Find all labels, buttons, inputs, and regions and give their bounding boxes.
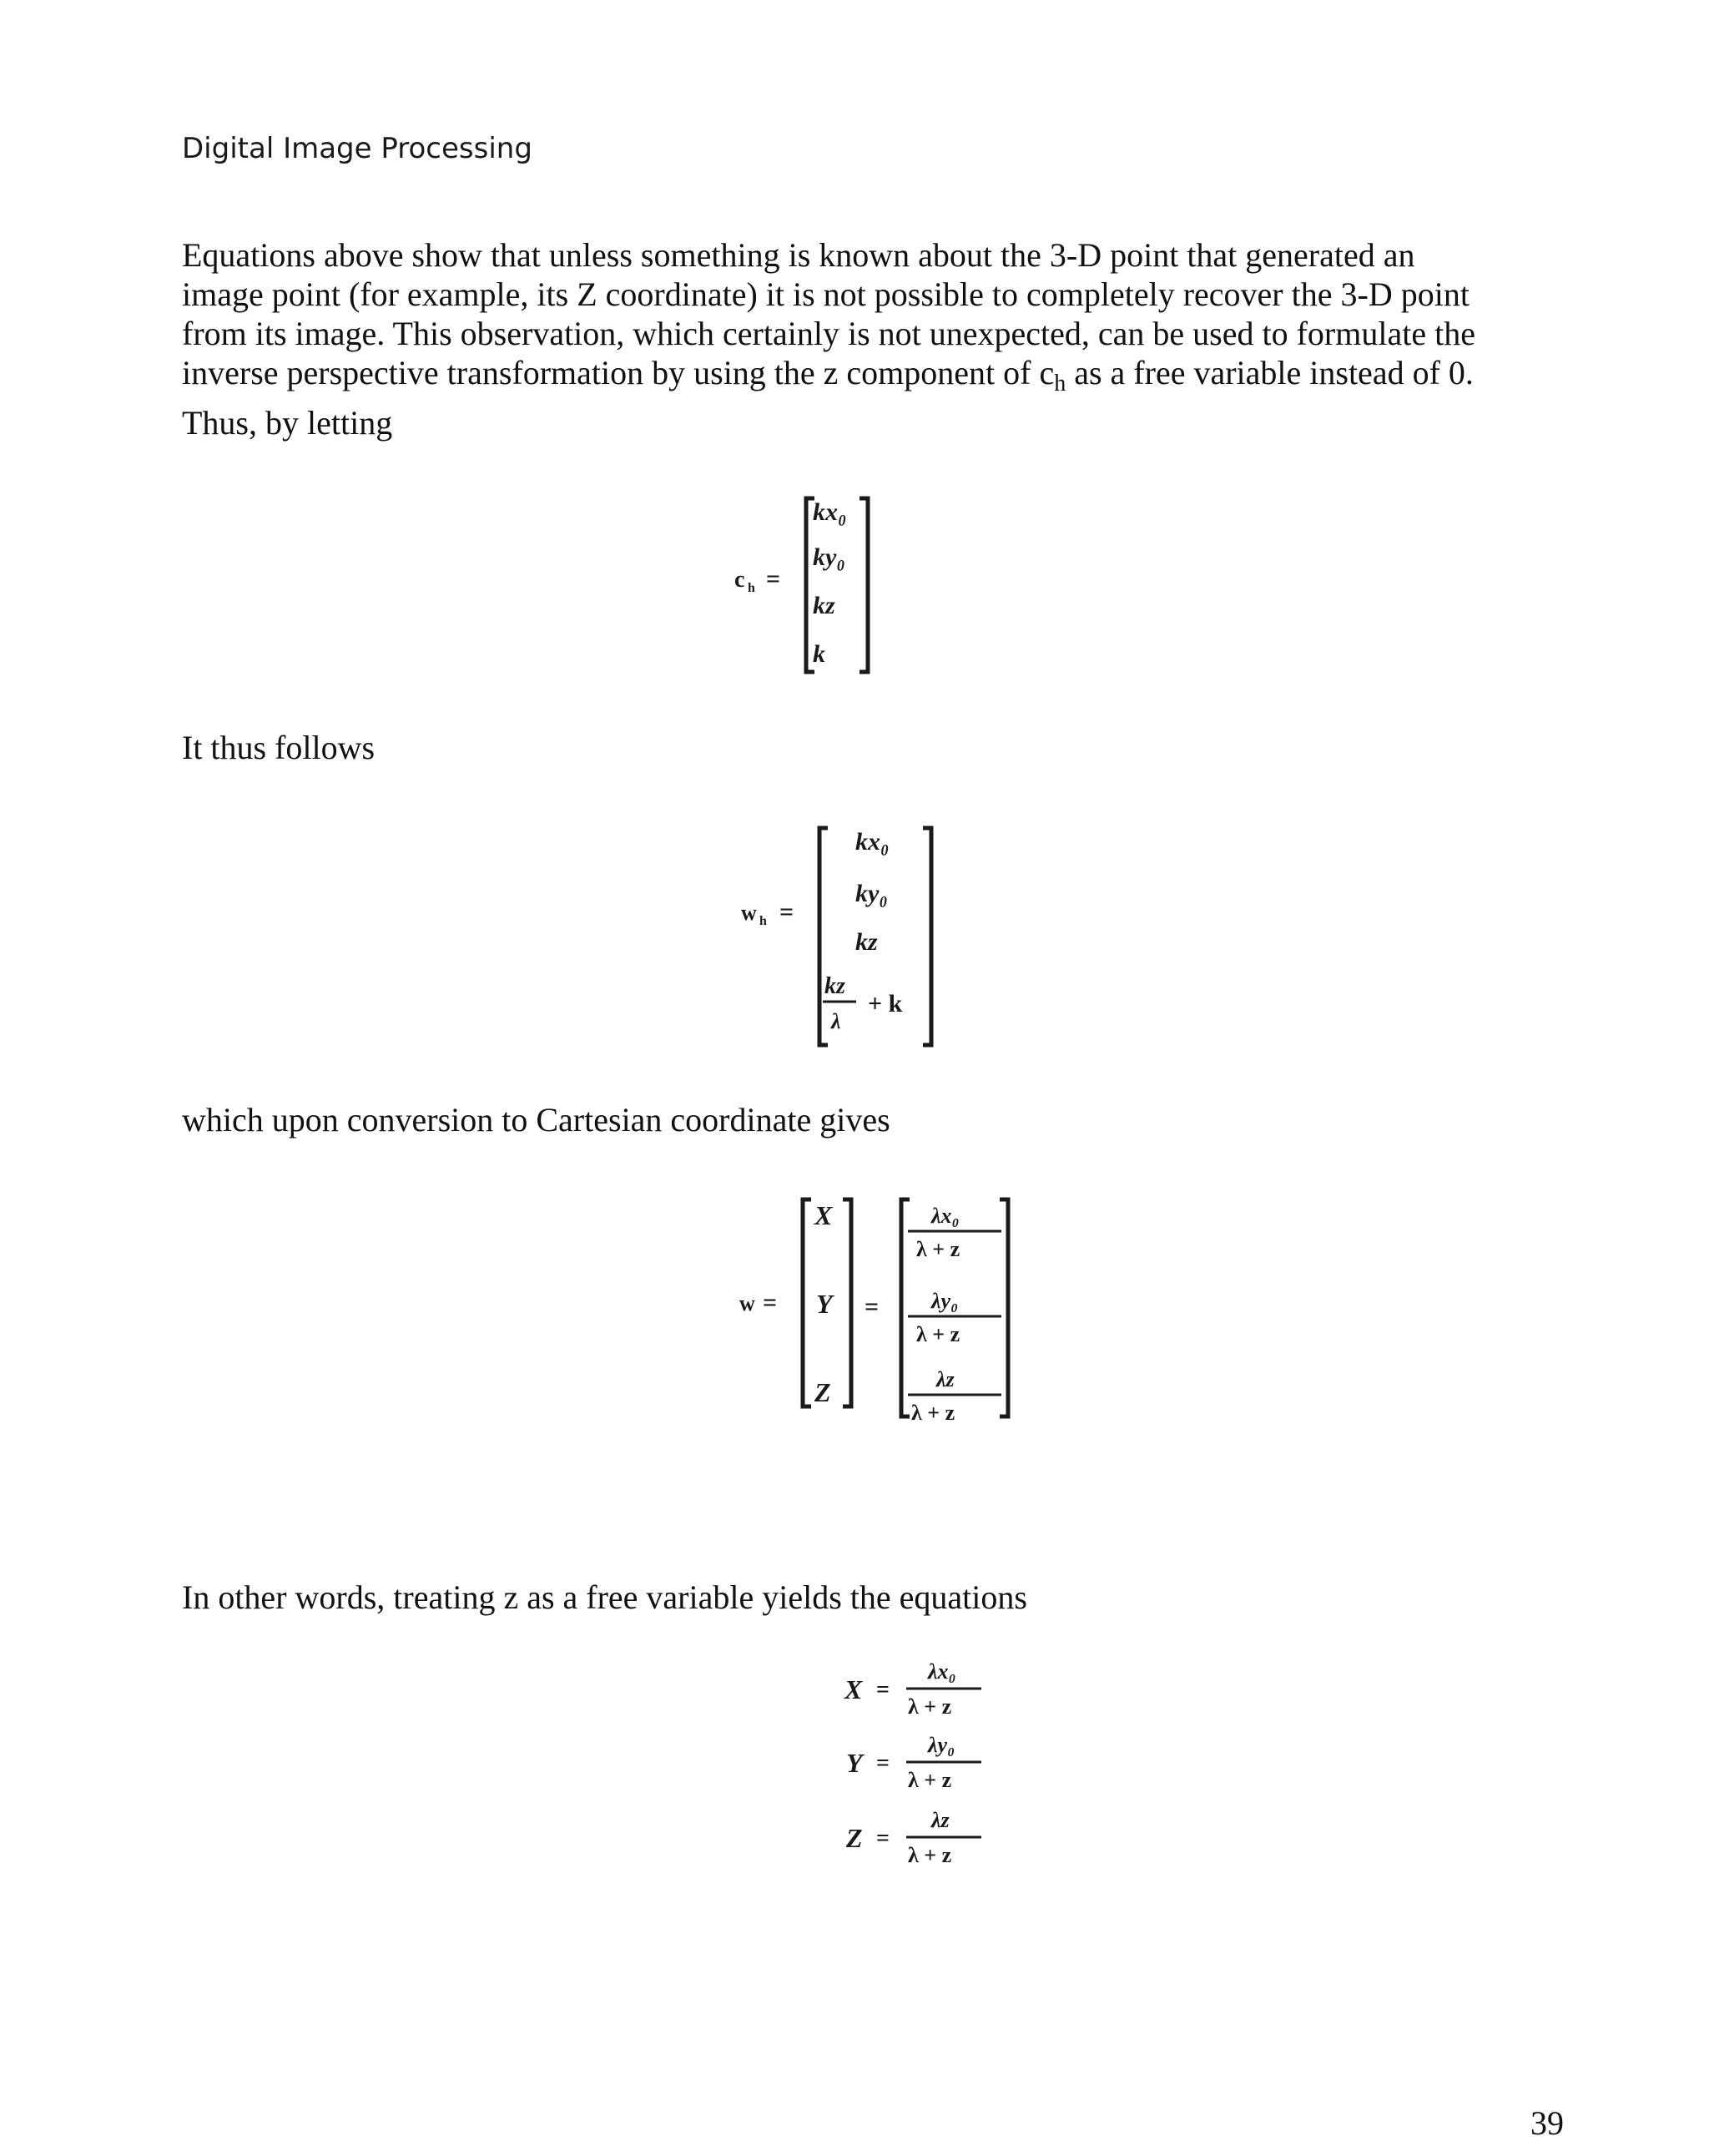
- ch-equals: =: [766, 565, 781, 593]
- wh-lhs-sub: h: [759, 914, 767, 928]
- intro-line-5: Thus, by letting: [182, 404, 393, 442]
- ch-lhs-sub: h: [748, 581, 755, 595]
- wh-left-bracket: [819, 828, 828, 1045]
- ch-lhs: c: [734, 567, 745, 593]
- ch-entry-2: ky₀: [813, 543, 845, 571]
- equation-ch: [718, 488, 901, 676]
- xyz-equals-z: =: [876, 1825, 890, 1851]
- ch-right-bracket: [860, 498, 868, 672]
- w-rhs-num-1: λx₀: [931, 1204, 960, 1228]
- xyz-lhs-z: Z: [846, 1823, 863, 1853]
- w-vector-left-bracket: [803, 1199, 811, 1406]
- ch-entry-3: kz: [813, 592, 835, 619]
- w-rhs-den-3: λ + z: [911, 1401, 955, 1425]
- w-rhs-den-1: λ + z: [916, 1237, 960, 1261]
- w-vector-right-bracket: [843, 1199, 851, 1406]
- intro-line-4-tail: as a free variable instead of 0.: [1066, 354, 1474, 391]
- wh-entry-2: ky₀: [855, 880, 888, 907]
- equation-wh: [726, 818, 951, 1052]
- intro-line-2: image point (for example, its Z coordinate) it is not possible to completely recover the 3-D point: [182, 275, 1470, 313]
- wh-frac-den: λ: [831, 1009, 841, 1033]
- xyz-equals-y: =: [876, 1750, 890, 1776]
- w-rhs-num-3: λz: [936, 1367, 955, 1391]
- xyz-equals-x: =: [876, 1677, 890, 1703]
- cartesian-paragraph: which upon conversion to Cartesian coordinate gives: [182, 1101, 890, 1139]
- wh-plus-k: + k: [868, 990, 903, 1017]
- w-equals-1: =: [763, 1289, 778, 1316]
- xyz-den-x: λ + z: [908, 1694, 952, 1719]
- w-vector-z: Z: [814, 1377, 831, 1407]
- xyz-num-x: λx₀: [928, 1659, 956, 1684]
- intro-line-4-text: inverse perspective transformation by using the z component of c: [182, 354, 1055, 391]
- wh-entry-1: kx₀: [855, 828, 890, 856]
- xyz-lhs-y: Y: [846, 1748, 863, 1778]
- w-vector-x: X: [814, 1200, 833, 1230]
- w-rhs-den-2: λ + z: [916, 1322, 960, 1346]
- subscript-h: h: [1054, 371, 1066, 396]
- xyz-lhs-x: X: [844, 1674, 863, 1704]
- ch-entry-1: kx₀: [813, 498, 847, 526]
- wh-right-bracket: [923, 828, 931, 1045]
- wh-equals: =: [779, 898, 794, 926]
- intro-paragraph: [182, 235, 1550, 442]
- ch-entry-4: k: [813, 640, 825, 668]
- running-header: Digital Image Processing: [182, 132, 532, 165]
- w-rhs-num-2: λy₀: [931, 1289, 959, 1313]
- equation-xyz: [834, 1657, 1001, 1882]
- equation-w: [726, 1189, 1026, 1440]
- intro-line-4: [182, 353, 1550, 403]
- wh-frac-num: kz: [824, 973, 845, 999]
- free-variable-paragraph: In other words, treating z as a free variable yields the equations: [182, 1578, 1027, 1616]
- w-equals-2: =: [865, 1293, 880, 1320]
- xyz-den-z: λ + z: [908, 1843, 952, 1867]
- intro-line-1: Equations above show that unless something is known about the 3-D point that generated an: [182, 236, 1415, 274]
- xyz-num-z: λz: [931, 1808, 950, 1832]
- w-vector-y: Y: [816, 1289, 833, 1319]
- wh-entry-3: kz: [855, 928, 878, 956]
- wh-lhs: w: [741, 901, 757, 925]
- xyz-num-y: λy₀: [928, 1733, 955, 1757]
- page-number: 39: [1530, 2104, 1564, 2142]
- intro-line-3: from its image. This observation, which certainly is not unexpected, can be used to formulate the: [182, 315, 1475, 352]
- xyz-den-y: λ + z: [908, 1768, 952, 1792]
- follows-paragraph: It thus follows: [182, 729, 376, 766]
- w-lhs: w: [739, 1291, 755, 1315]
